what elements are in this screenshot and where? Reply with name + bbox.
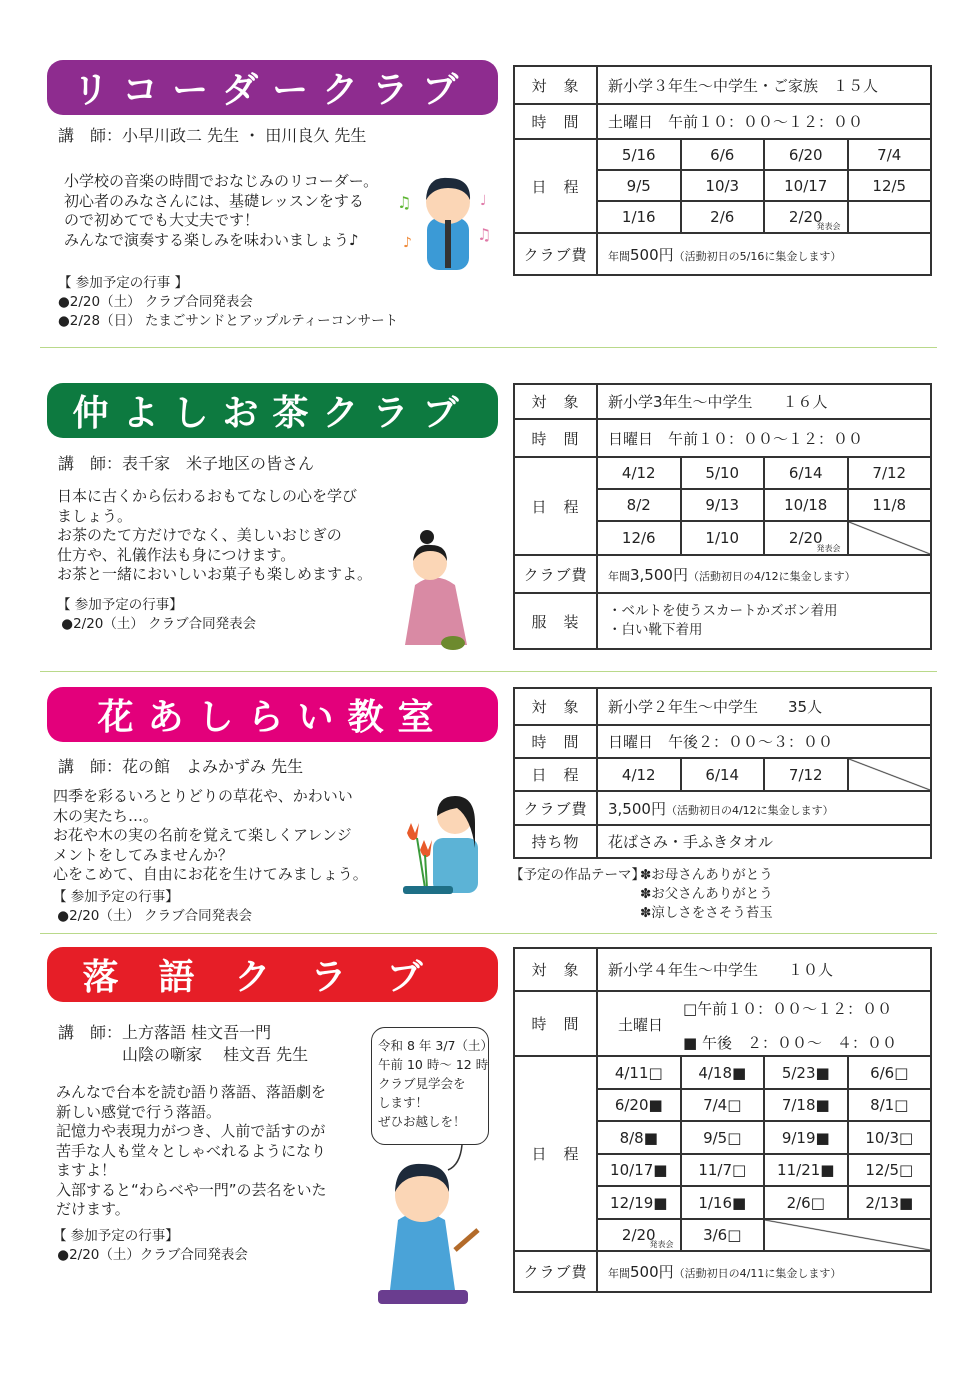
schedule-date bbox=[764, 457, 848, 489]
rakugo-description: みんなで台本を読む語り落語、落語劇を 新しい感覚で行う落語。 記憶力や表現力がつき、人前で話すのが 苦手な人も堂々としゃべれるようになり ますよ！ 入部すると“わらべや一門”の芸名をいた だけます。 bbox=[56, 1083, 327, 1218]
schedule-date bbox=[848, 1089, 932, 1121]
recorder-description: 小学校の音楽の時間でおなじみのリコーダー。 初心者のみなさんには、基礎レッスンをする ので初めてでも大丈夫です！ みんなで演奏する楽しみを味わいましょう♪ bbox=[64, 172, 379, 249]
events-heading: 【 参加予定の行事 】 bbox=[58, 275, 189, 291]
schedule-date bbox=[848, 1154, 932, 1186]
schedule-date bbox=[681, 1154, 765, 1186]
fee-value bbox=[597, 555, 931, 593]
time-value: 土曜日 午前１０：００～１２：００ bbox=[597, 104, 931, 139]
fee-amount: 3,500円 bbox=[630, 565, 688, 584]
schedule-date bbox=[764, 1089, 848, 1121]
section-divider bbox=[40, 671, 937, 672]
time-day: 土曜日 bbox=[618, 1016, 664, 1034]
date-text: 7/4 bbox=[877, 145, 902, 164]
rakugo-info-table bbox=[513, 947, 932, 1293]
schedule-date bbox=[764, 1186, 848, 1219]
fee-label: クラブ費 bbox=[514, 555, 597, 593]
schedule-date bbox=[848, 1121, 932, 1154]
schedule-date bbox=[681, 1186, 765, 1219]
tea-events bbox=[57, 596, 256, 634]
fee-value bbox=[597, 1251, 931, 1292]
theme-item: ✽涼しさをさそう苔玉 bbox=[640, 905, 773, 921]
schedule-date bbox=[597, 489, 681, 521]
time-morning: □午前１０：００～１２：００ bbox=[683, 1000, 893, 1018]
schedule-date bbox=[597, 170, 681, 201]
recital-note: 発表会 bbox=[816, 544, 841, 553]
schedule-date bbox=[681, 1089, 765, 1121]
schedule-date bbox=[764, 201, 848, 233]
schedule-date bbox=[764, 1056, 848, 1089]
schedule-empty-cell bbox=[764, 1219, 931, 1251]
schedule-date bbox=[764, 139, 848, 170]
schedule-date bbox=[848, 1186, 932, 1219]
rakugo-events bbox=[53, 1227, 248, 1265]
tea-ceremony-woman-illustration bbox=[385, 525, 485, 655]
schedule-date bbox=[681, 139, 765, 170]
date-text: 11/21■ bbox=[777, 1161, 835, 1179]
schedule-date bbox=[681, 1121, 765, 1154]
date-text: 5/16 bbox=[621, 145, 656, 164]
target-label: 対 象 bbox=[514, 384, 597, 419]
schedule-date bbox=[597, 1219, 681, 1251]
items-label: 持ち物 bbox=[514, 825, 597, 858]
date-text: 1/16■ bbox=[698, 1193, 747, 1212]
date-text: 6/14 bbox=[788, 464, 823, 482]
section-divider bbox=[40, 933, 937, 934]
tea-instructor: 講 師：表千家 米子地区の皆さん bbox=[58, 454, 315, 473]
tea-info-table bbox=[513, 383, 932, 650]
boy-recorder-illustration bbox=[395, 170, 500, 275]
target-label: 対 象 bbox=[514, 688, 597, 725]
fee-prefix: 年間 bbox=[608, 249, 630, 263]
time-value bbox=[597, 991, 931, 1056]
events-heading: 【 参加予定の行事】 bbox=[53, 1228, 179, 1244]
schedule-date bbox=[681, 1219, 765, 1251]
events-heading: 【 参加予定の行事】 bbox=[53, 889, 179, 905]
date-text: 5/23■ bbox=[781, 1063, 830, 1082]
event-item: ●2/28（日） たまごサンドとアップルティーコンサート bbox=[58, 313, 399, 329]
recital-note: 発表会 bbox=[649, 1240, 674, 1249]
date-text: 11/7□ bbox=[698, 1161, 747, 1179]
date-text: 10/17■ bbox=[610, 1161, 668, 1179]
date-text: 5/10 bbox=[705, 464, 740, 482]
schedule-empty-cell bbox=[848, 758, 932, 791]
date-text: 8/1□ bbox=[870, 1096, 909, 1114]
time-value: 日曜日 午後２：００～３：００ bbox=[597, 725, 931, 758]
date-text: 2/20 bbox=[788, 529, 823, 547]
schedule-date bbox=[597, 1154, 681, 1186]
target-value: 新小学３年生～中学生・ご家族 １５人 bbox=[597, 66, 931, 104]
clothes-label: 服 装 bbox=[514, 593, 597, 649]
events-heading: 【 参加予定の行事】 bbox=[57, 597, 183, 613]
schedule-date bbox=[681, 170, 765, 201]
event-item: ●2/20（土）クラブ合同発表会 bbox=[53, 1247, 248, 1263]
target-value: 新小学3年生～中学生 １６人 bbox=[597, 384, 931, 419]
fee-amount: 500円 bbox=[630, 1263, 674, 1281]
recorder-info-table bbox=[513, 65, 932, 276]
target-label: 対 象 bbox=[514, 66, 597, 104]
date-text: 7/12 bbox=[872, 464, 907, 482]
event-item: ●2/20（土） クラブ合同発表会 bbox=[53, 908, 253, 924]
time-label: 時 間 bbox=[514, 991, 597, 1056]
date-text: 12/5 bbox=[872, 176, 907, 195]
schedule-date bbox=[597, 521, 681, 555]
event-item: ●2/20（土） クラブ合同発表会 bbox=[58, 294, 253, 310]
schedule-date bbox=[597, 1089, 681, 1121]
date-text: 10/3 bbox=[705, 176, 740, 195]
time-label: 時 間 bbox=[514, 104, 597, 139]
date-text: 1/16 bbox=[621, 208, 656, 226]
flower-events bbox=[53, 888, 252, 926]
schedule-date bbox=[597, 1121, 681, 1154]
schedule-date bbox=[764, 758, 848, 791]
schedule-date bbox=[681, 758, 765, 791]
date-text: 2/13■ bbox=[865, 1193, 914, 1212]
flower-themes bbox=[510, 866, 773, 923]
fee-note: （活動初日の4/12に集金します） bbox=[665, 803, 834, 817]
tea-club-title: 仲よしお茶クラブ bbox=[47, 383, 498, 438]
date-text: 9/5 bbox=[626, 176, 651, 195]
fee-prefix: 年間 bbox=[608, 1267, 630, 1280]
date-text: 12/5□ bbox=[865, 1161, 914, 1179]
date-text: 10/17 bbox=[784, 176, 828, 195]
fee-note: （活動初日の5/16に集金します） bbox=[673, 249, 842, 263]
fee-label: クラブ費 bbox=[514, 1251, 597, 1292]
themes-heading: 【予定の作品テーマ】 bbox=[510, 867, 645, 883]
date-text: 4/18■ bbox=[698, 1063, 747, 1082]
time-label: 時 間 bbox=[514, 725, 597, 758]
schedule-empty-cell bbox=[848, 521, 932, 555]
schedule-label: 日 程 bbox=[514, 457, 597, 555]
date-text: 4/12 bbox=[621, 464, 656, 482]
schedule-date bbox=[597, 201, 681, 233]
target-value: 新小学２年生～中学生 35人 bbox=[597, 688, 931, 725]
date-text: 2/20 bbox=[788, 208, 823, 226]
date-text: 7/12 bbox=[788, 765, 823, 784]
schedule-date bbox=[681, 201, 765, 233]
date-text: 4/11□ bbox=[614, 1063, 663, 1082]
date-text: 10/18 bbox=[784, 496, 828, 514]
recorder-instructor: 講 師：小早川政二 先生 ・ 田川良久 先生 bbox=[58, 126, 367, 145]
date-text: 8/2 bbox=[626, 496, 651, 514]
section-divider bbox=[40, 347, 937, 348]
schedule-date bbox=[764, 170, 848, 201]
rakugo-performer-illustration bbox=[370, 1140, 485, 1310]
date-text: 9/19■ bbox=[781, 1128, 830, 1147]
date-text: 12/6 bbox=[621, 529, 656, 547]
date-text: 6/20 bbox=[788, 145, 823, 164]
fee-value bbox=[597, 233, 931, 275]
schedule-date bbox=[597, 457, 681, 489]
fee-value bbox=[597, 791, 931, 825]
svg-text:♩: ♩ bbox=[480, 193, 487, 209]
schedule-date bbox=[764, 1121, 848, 1154]
date-text: 9/5□ bbox=[703, 1128, 742, 1147]
date-text: 7/18■ bbox=[781, 1096, 830, 1114]
recorder-club-title: リコーダークラブ bbox=[47, 60, 498, 115]
date-text: 6/20■ bbox=[614, 1096, 663, 1114]
schedule-date bbox=[848, 139, 932, 170]
schedule-date bbox=[764, 1154, 848, 1186]
date-text: 6/6 bbox=[710, 145, 735, 164]
flower-info-table bbox=[513, 687, 932, 859]
schedule-label: 日 程 bbox=[514, 139, 597, 233]
schedule-date bbox=[597, 1186, 681, 1219]
fee-note: （活動初日の4/11に集金します） bbox=[673, 1267, 842, 1280]
schedule-date bbox=[848, 489, 932, 521]
schedule-empty-cell bbox=[848, 201, 932, 233]
date-text: 12/19■ bbox=[610, 1193, 668, 1212]
schedule-date bbox=[681, 489, 765, 521]
clothes-item: ・白い靴下着用 bbox=[608, 622, 703, 638]
date-text: 9/13 bbox=[705, 496, 740, 514]
date-text: 2/6□ bbox=[786, 1193, 825, 1212]
date-text: 1/10 bbox=[705, 529, 740, 547]
schedule-date bbox=[848, 457, 932, 489]
date-text: 6/14 bbox=[705, 765, 740, 784]
rakugo-club-title: 落語クラブ bbox=[47, 947, 498, 1002]
schedule-date bbox=[764, 521, 848, 555]
flower-description: 四季を彩るいろとりどりの草花や、かわいい 木の実たち…。 お花や木の実の名前を覚えて楽しくアレンジ メントをしてみませんか？ 心をこめて、自由にお花を生けてみましょう。 bbox=[53, 787, 368, 883]
flower-class-title: 花あしらい教室 bbox=[47, 687, 498, 742]
schedule-label: 日 程 bbox=[514, 758, 597, 791]
time-value: 日曜日 午前１０：００～１２：００ bbox=[597, 419, 931, 457]
svg-text:♫: ♫ bbox=[397, 193, 412, 212]
time-label: 時 間 bbox=[514, 419, 597, 457]
svg-text:♪: ♪ bbox=[403, 235, 412, 251]
target-label: 対 象 bbox=[514, 948, 597, 991]
schedule-date bbox=[681, 521, 765, 555]
schedule-label: 日 程 bbox=[514, 1056, 597, 1251]
fee-label: クラブ費 bbox=[514, 791, 597, 825]
recital-note: 発表会 bbox=[816, 222, 841, 231]
schedule-date bbox=[764, 489, 848, 521]
fee-amount: 3,500円 bbox=[608, 799, 666, 818]
fee-amount: 500円 bbox=[630, 245, 674, 264]
target-value: 新小学４年生～中学生 １０人 bbox=[597, 948, 931, 991]
date-text: 8/8■ bbox=[619, 1128, 658, 1147]
fee-note: （活動初日の4/12に集金します） bbox=[687, 569, 856, 583]
schedule-date bbox=[597, 758, 681, 791]
flower-arranging-woman-illustration bbox=[395, 788, 485, 898]
clothes-value bbox=[597, 593, 931, 649]
open-house-speech-bubble: 令和 8 年 3/7（土） 午前 10 時～ 12 時 クラブ見学会を します！ ぜひお越しを！ bbox=[371, 1027, 489, 1145]
schedule-date bbox=[597, 139, 681, 170]
date-text: 2/20 bbox=[621, 1226, 656, 1244]
svg-text:♫: ♫ bbox=[477, 225, 492, 244]
date-text: 4/12 bbox=[621, 765, 656, 784]
theme-item: ✽お母さんありがとう bbox=[640, 867, 773, 883]
items-value: 花ばさみ・手ふきタオル bbox=[597, 825, 931, 858]
recorder-events bbox=[58, 274, 398, 331]
flower-instructor: 講 師：花の館 よみかずみ 先生 bbox=[58, 757, 304, 776]
fee-prefix: 年間 bbox=[608, 569, 630, 583]
date-text: 2/6 bbox=[710, 208, 735, 226]
rakugo-instructor: 講 師：上方落語 桂文吾一門 山陰の噺家 桂文吾 先生 bbox=[58, 1023, 309, 1064]
schedule-date bbox=[681, 1056, 765, 1089]
date-text: 3/6□ bbox=[703, 1226, 742, 1244]
clothes-item: ・ベルトを使うスカートかズボン着用 bbox=[608, 603, 838, 619]
schedule-date bbox=[681, 457, 765, 489]
tea-description: 日本に古くから伝わるおもてなしの心を学び ましょう。 お茶のたて方だけでなく、美しいおじぎの 仕方や、礼儀作法も身につけます。 お茶と一緒においしいお菓子も楽しめますよ。 bbox=[57, 487, 373, 583]
schedule-date bbox=[597, 1056, 681, 1089]
date-text: 7/4□ bbox=[703, 1096, 742, 1114]
time-afternoon: ■ 午後 ２：００～ ４：００ bbox=[683, 1034, 897, 1052]
schedule-date bbox=[848, 170, 932, 201]
schedule-date bbox=[848, 1056, 932, 1089]
date-text: 11/8 bbox=[872, 496, 907, 514]
theme-item: ✽お父さんありがとう bbox=[640, 886, 773, 902]
fee-label: クラブ費 bbox=[514, 233, 597, 275]
date-text: 6/6□ bbox=[870, 1063, 909, 1082]
date-text: 10/3□ bbox=[865, 1128, 914, 1147]
event-item: ●2/20（土） クラブ合同発表会 bbox=[57, 616, 257, 632]
